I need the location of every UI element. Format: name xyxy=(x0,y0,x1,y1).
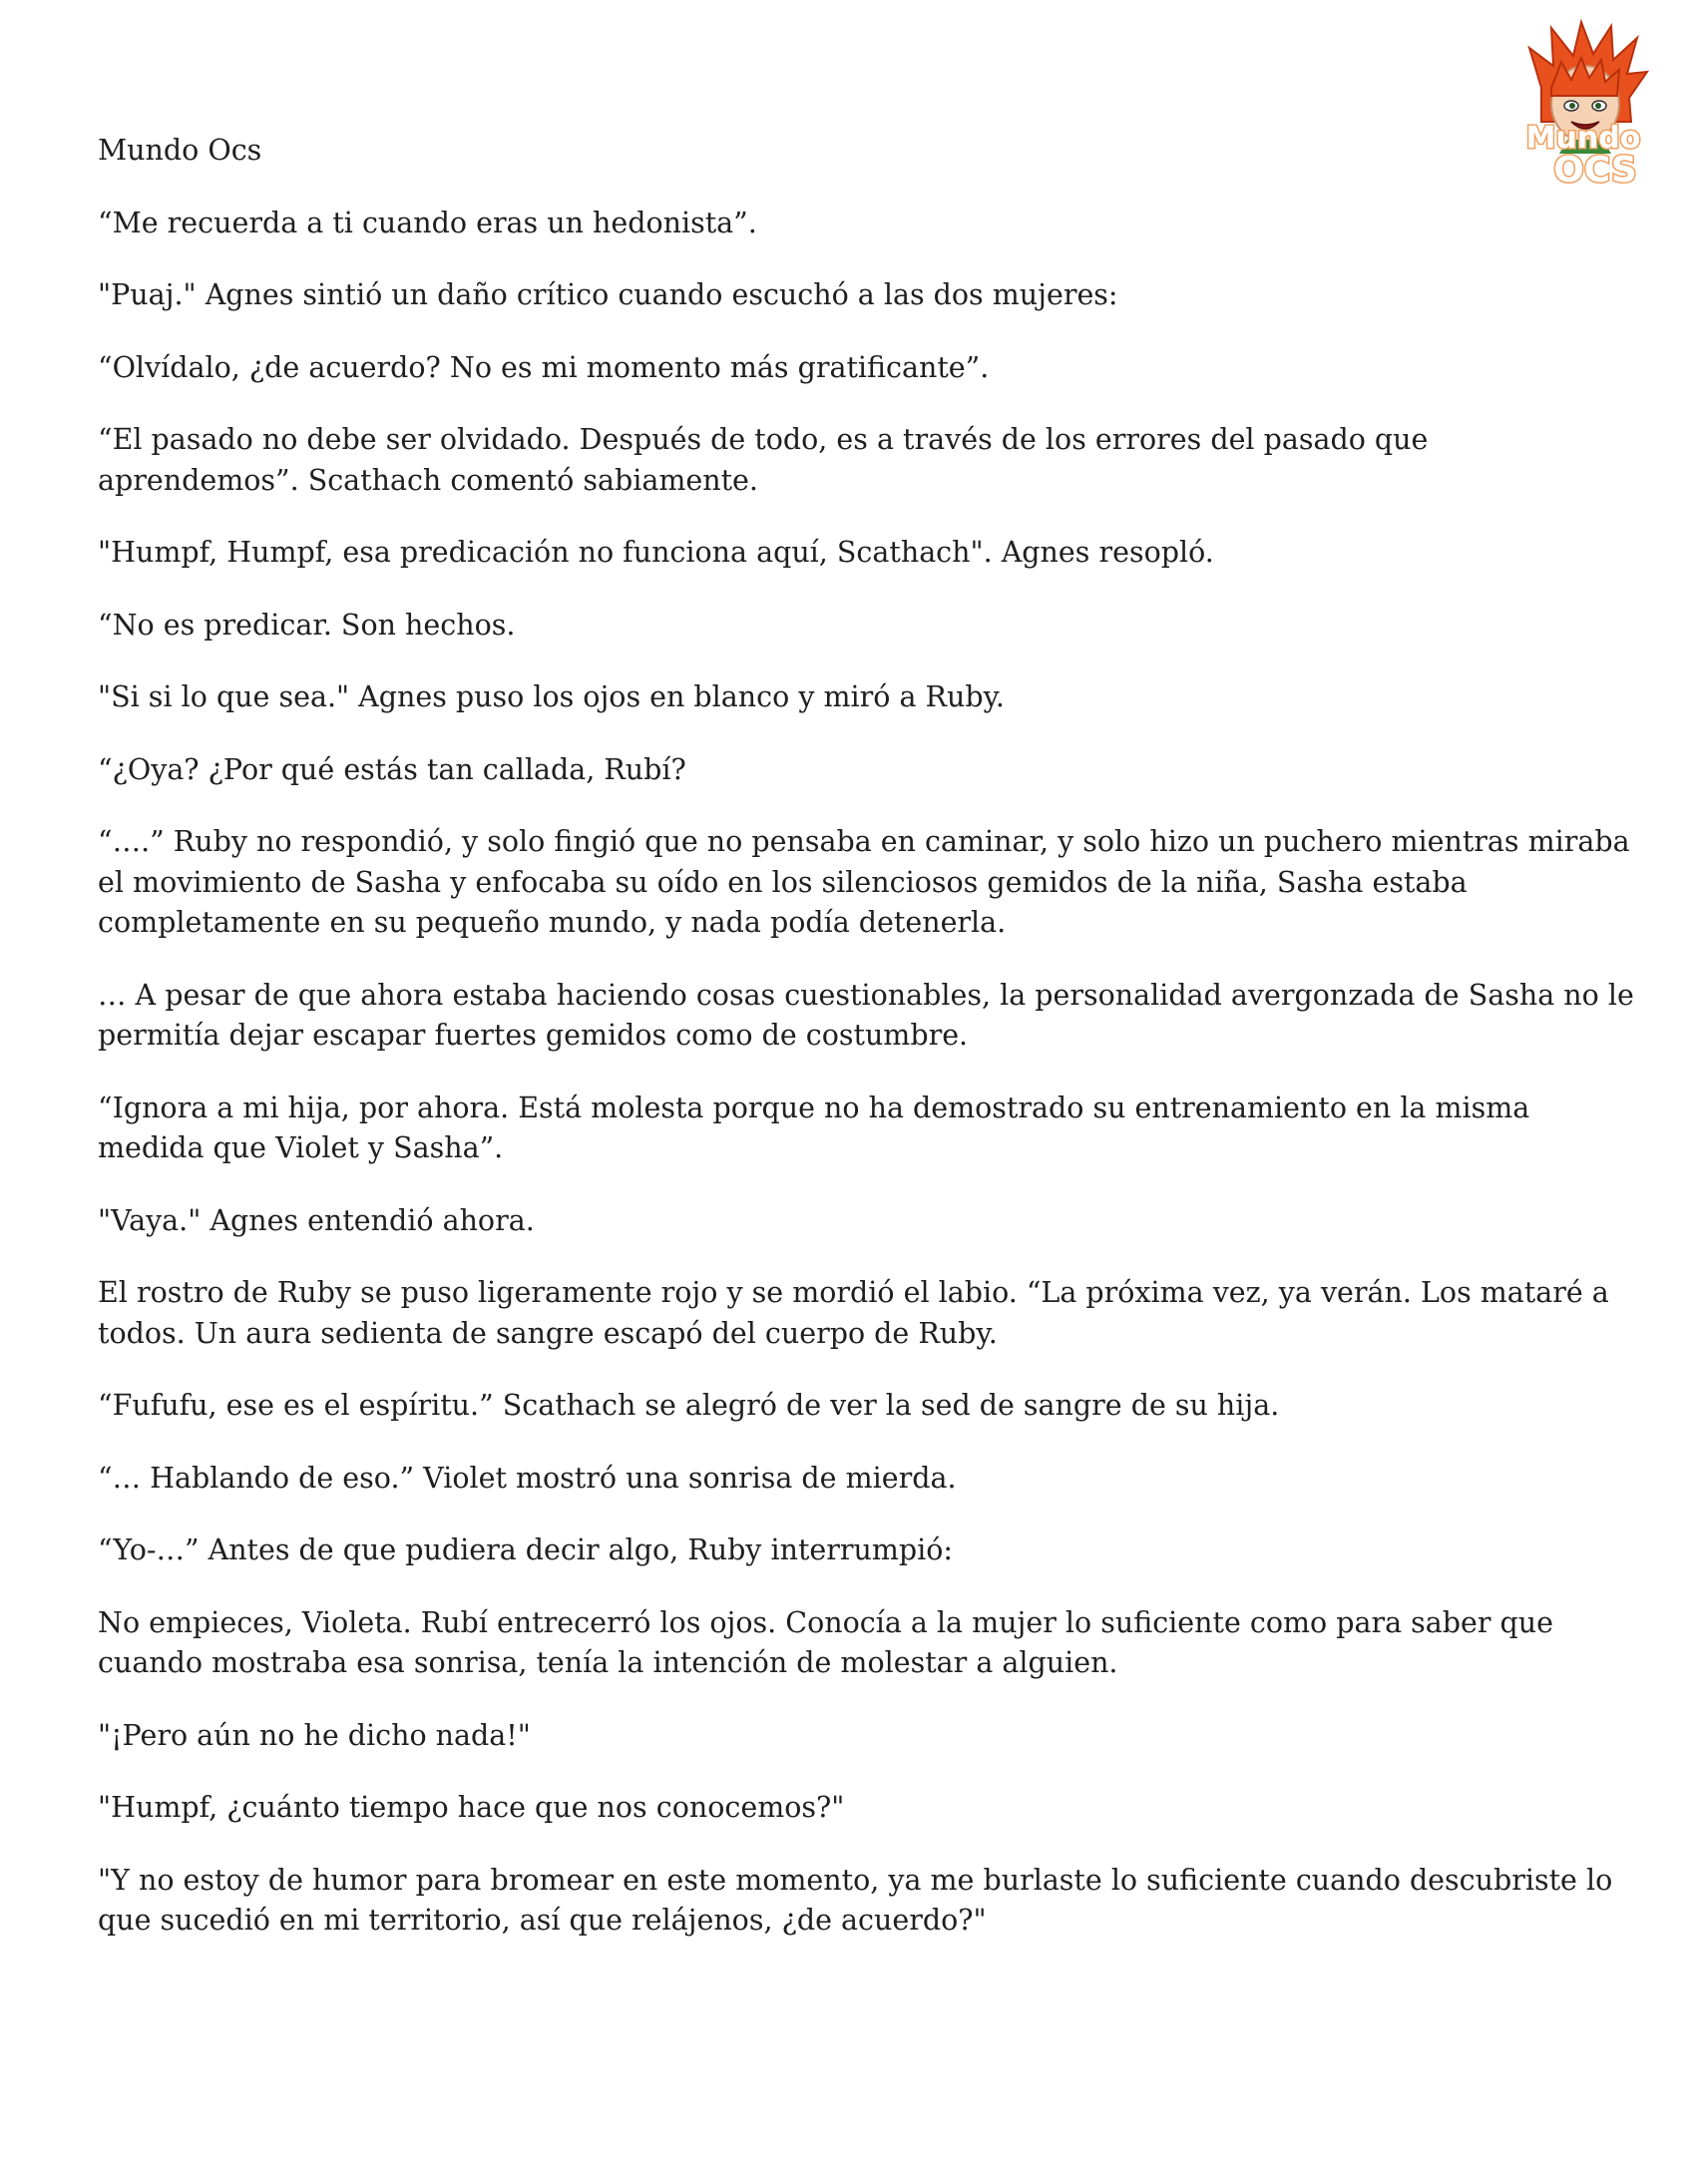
body-paragraph: “El pasado no debe ser olvidado. Después de todo, es a través de los errores del pasado que aprendemos”. Scathach comentó sabiamente. xyxy=(98,423,1429,497)
body-paragraph: “….” Ruby no respondió, y solo fingió que no pensaba en caminar, y solo hizo un puchero mientras miraba el movimiento de Sasha y enfocaba su oído en los silenciosos gemidos de la niña, Sasha estaba completamente en su pequeño mundo, y nada podía detenerla. xyxy=(98,825,1630,939)
document-body xyxy=(98,131,1634,1973)
body-paragraph: “Ignora a mi hija, por ahora. Está molesta porque no ha demostrado su entrenamiento en la misma medida que Violet y Sasha”. xyxy=(98,1091,1530,1164)
logo-text-line1: Mundo xyxy=(1525,121,1641,156)
body-paragraph: … A pesar de que ahora estaba haciendo cosas cuestionables, la personalidad avergonzada de Sasha no le permitía dejar escapar fuertes gemidos como de costumbre. xyxy=(98,978,1634,1052)
body-paragraph: “Me recuerda a ti cuando eras un hedonista”. xyxy=(98,206,757,239)
logo-text-line2: OCS xyxy=(1553,150,1637,190)
body-paragraph: "Puaj." Agnes sintió un daño crítico cuando escuchó a las dos mujeres: xyxy=(98,278,1118,311)
body-paragraph: No empieces, Violeta. Rubí entrecerró los ojos. Conocía a la mujer lo suficiente como para saber que cuando mostraba esa sonrisa, tenía la intención de molestar a alguien. xyxy=(98,1605,1554,1679)
body-paragraph: "Vaya." Agnes entendió ahora. xyxy=(98,1203,535,1237)
body-paragraph: “… Hablando de eso.” Violet mostró una sonrisa de mierda. xyxy=(98,1461,957,1495)
body-paragraph: "¡Pero aún no he dicho nada!" xyxy=(98,1718,531,1752)
page-header-title: Mundo Ocs xyxy=(98,134,262,167)
body-paragraph: “¿Oya? ¿Por qué estás tan callada, Rubí? xyxy=(98,752,686,786)
body-paragraph: “Fufufu, ese es el espíritu.” Scathach se alegró de ver la sed de sangre de su hija. xyxy=(98,1389,1280,1422)
body-paragraph: El rostro de Ruby se puso ligeramente rojo y se mordió el labio. “La próxima vez, ya verán. Los mataré a todos. Un aura sedienta de sangre escapó del cuerpo de Ruby. xyxy=(98,1276,1609,1350)
paragraph-list xyxy=(98,204,1634,1942)
body-paragraph: “No es predicar. Son hechos. xyxy=(98,608,516,642)
body-paragraph: “Olvídalo, ¿de acuerdo? No es mi momento más gratificante”. xyxy=(98,350,990,384)
body-paragraph: "Si si lo que sea." Agnes puso los ojos en blanco y miró a Ruby. xyxy=(98,680,1005,713)
body-paragraph: "Y no estoy de humor para bromear en este momento, ya me burlaste lo suficiente cuando descubriste lo que sucedió en mi territorio, así que relájenos, ¿de acuerdo?" xyxy=(98,1863,1613,1937)
body-paragraph: “Yo-…” Antes de que pudiera decir algo, Ruby interrumpió: xyxy=(98,1533,954,1566)
body-paragraph: "Humpf, Humpf, esa predicación no funciona aquí, Scathach". Agnes resopló. xyxy=(98,536,1214,569)
body-paragraph: "Humpf, ¿cuánto tiempo hace que nos conocemos?" xyxy=(98,1791,845,1824)
